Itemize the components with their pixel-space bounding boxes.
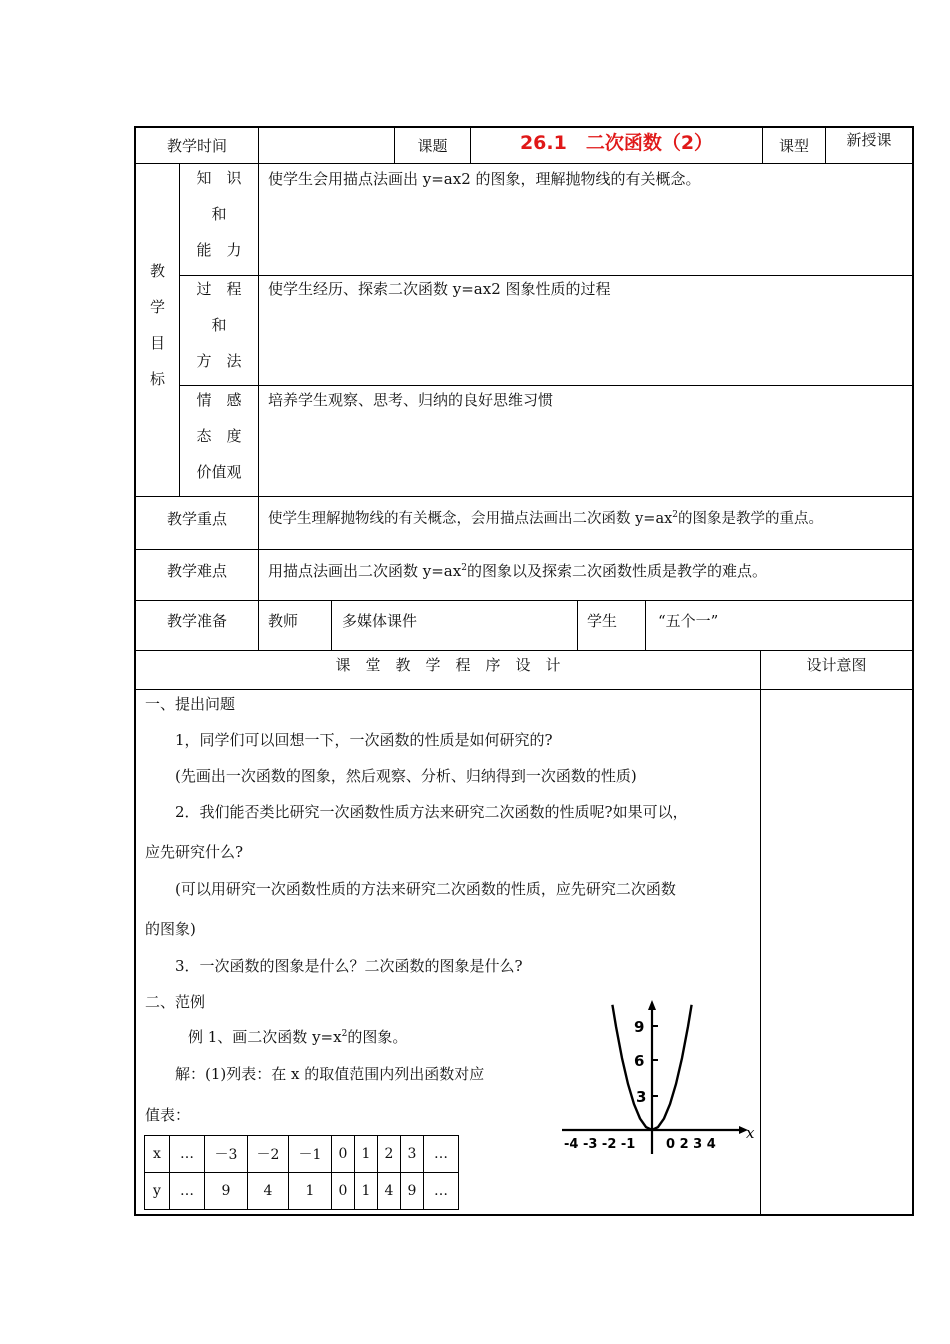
table-row [145,1173,459,1210]
attitude-label: 态 度 [196,427,242,445]
time-label: 教学时间 [166,137,227,155]
parabola-graph [558,996,758,1161]
knowledge-label: 和 [211,205,227,223]
design-header: 课 堂 教 学 程 序 设 计 [335,656,561,674]
objectives-label-char: 学 [149,298,165,316]
knowledge-label: 能 力 [196,241,242,259]
table-cell: … [424,1136,459,1173]
table-cell: 9 [205,1173,248,1210]
key-point-label: 教学重点 [166,510,227,528]
knowledge-label: 知 识 [196,169,242,187]
table-cell: … [170,1173,205,1210]
y-axis-arrow [648,1000,656,1010]
question-2: 2．我们能否类比研究一次函数性质方法来研究二次函数的性质呢?如果可以， [175,803,688,821]
table-cell: 4 [378,1173,401,1210]
preparation-label: 教学准备 [166,612,227,630]
solution-line-1: 解：(1)列表：在 x 的取值范围内列出函数对应 [175,1065,485,1083]
y-tick-label: 3 [636,1088,647,1106]
student-value: “五个一” [658,612,719,630]
y-tick-label: 9 [634,1018,645,1036]
answer-2: (可以用研究一次函数性质的方法来研究二次函数的性质，应先研究二次函数 [175,880,676,898]
type-label: 课型 [778,137,809,155]
table-cell: … [170,1136,205,1173]
x-tick-labels-negative: -4 -3 -2 -1 [564,1137,636,1152]
section-heading: 一、提出问题 [145,695,236,713]
answer-2-cont: 的图象) [145,920,196,938]
table-cell: －2 [248,1136,289,1173]
teacher-label: 教师 [268,612,299,630]
table-cell: －3 [205,1136,248,1173]
attitude-label: 情 感 [196,391,242,409]
y-tick-label: 6 [634,1052,645,1070]
table-cell: －1 [289,1136,332,1173]
value-table [144,1135,459,1210]
key-point-content: 使学生理解抛物线的有关概念，会用描点法画出二次函数 $y=ax^2$的图象是教学的重点。 [268,510,824,527]
table-cell: … [424,1173,459,1210]
table-cell: 0 [332,1173,355,1210]
design-intent-header: 设计意图 [806,656,867,674]
question-1: 1，同学们可以回想一下，一次函数的性质是如何研究的? [175,731,553,749]
difficulty-label: 教学难点 [166,562,227,580]
objectives-label-char: 教 [149,262,165,280]
table-cell: 1 [355,1136,378,1173]
teacher-value: 多媒体课件 [342,612,418,630]
attitude-content: 培养学生观察、思考、归纳的良好思维习惯 [268,391,554,409]
x-axis-label: x [746,1124,755,1142]
question-2-cont: 应先研究什么? [145,843,244,861]
process-label: 过 程 [196,280,242,298]
table-row [145,1136,459,1173]
lesson-title: 26.1 二次函数（2） [519,132,714,154]
attitude-label: 价值观 [196,463,242,481]
table-cell: 9 [401,1173,424,1210]
topic-label: 课题 [417,137,448,155]
table-cell: y [145,1173,170,1210]
table-cell: 4 [248,1173,289,1210]
objectives-label-char: 目 [149,334,165,352]
table-cell: 0 [332,1136,355,1173]
table-cell: 2 [378,1136,401,1173]
objectives-label-char: 标 [149,370,165,388]
knowledge-content: 使学生会用描点法画出 y=ax2 的图象，理解抛物线的有关概念。 [268,170,701,188]
process-label: 和 [211,316,227,334]
student-label: 学生 [587,612,618,630]
x-tick-labels-positive: 0 2 3 4 [666,1137,716,1152]
table-cell: x [145,1136,170,1173]
example-1: 例 1、画二次函数 $y=x^2$的图象。 [188,1028,408,1046]
answer-1: (先画出一次函数的图象，然后观察、分析、归纳得到一次函数的性质) [175,767,637,785]
difficulty-content: 用描点法画出二次函数 $y=ax^2$的图象以及探索二次函数性质是教学的难点。 [268,562,767,580]
question-3: 3．一次函数的图象是什么？二次函数的图象是什么? [175,957,523,975]
process-label: 方 法 [196,352,242,370]
solution-line-2: 值表： [145,1106,191,1124]
type-value: 新授课 [846,131,892,149]
table-cell: 1 [355,1173,378,1210]
table-cell: 1 [289,1173,332,1210]
section-heading: 二、范例 [145,993,206,1011]
process-content: 使学生经历、探索二次函数 y=ax2 图象性质的过程 [268,280,611,298]
table-cell: 3 [401,1136,424,1173]
